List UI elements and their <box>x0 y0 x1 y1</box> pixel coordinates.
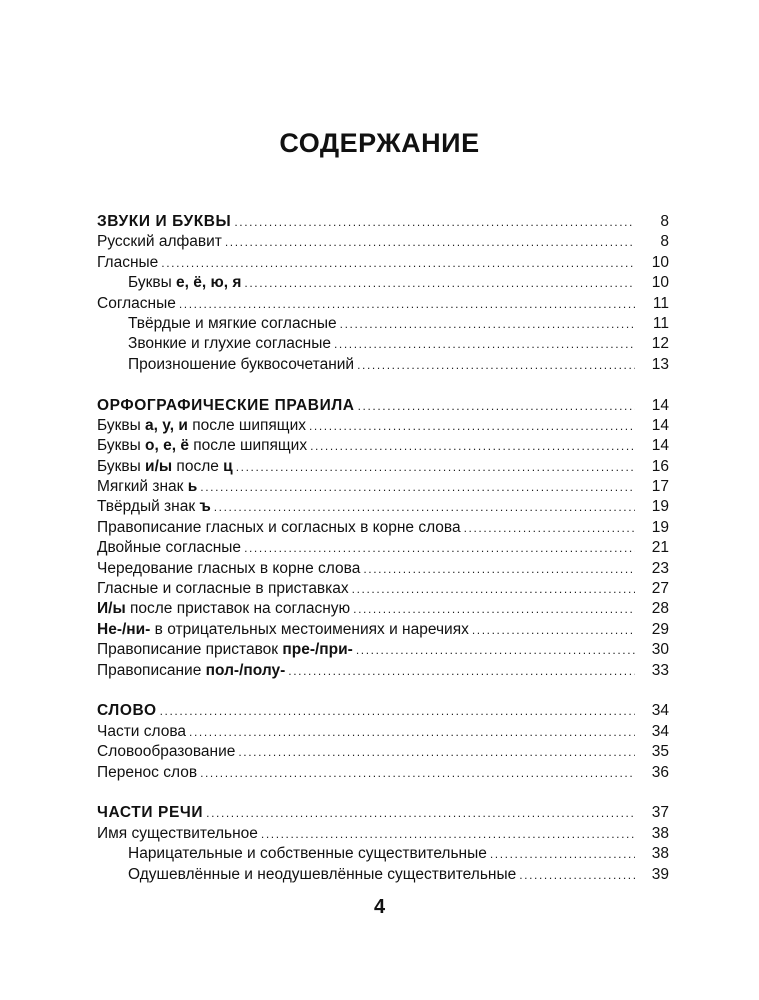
toc-entry-label <box>97 824 258 844</box>
toc-entry-page: 16 <box>651 457 669 475</box>
toc-entry-label-text: Согласные <box>97 294 176 312</box>
toc-entry-label-text: Буквы <box>97 416 146 434</box>
toc-entry-label-text: Правописание <box>97 661 206 679</box>
toc-entry <box>97 661 669 681</box>
toc-entry-label <box>128 314 337 334</box>
toc-dot-leader <box>197 763 635 783</box>
toc-entry-label-text: Русский алфавит <box>97 233 222 251</box>
toc-entry-label-text: Гласные <box>97 253 159 271</box>
toc-dot-leader <box>469 620 635 640</box>
toc-entry <box>97 865 669 885</box>
toc-entry-label <box>128 273 241 293</box>
toc-entry <box>97 599 669 619</box>
toc-entry-label-text: Имя существительное <box>97 824 258 842</box>
toc-entry-label-bold: Не-/ни- <box>97 620 151 638</box>
toc-entry <box>97 294 669 314</box>
toc-dot-leader <box>285 661 635 681</box>
toc-entry-label-text: после приставок на согласную <box>125 600 351 618</box>
toc-dot-leader <box>158 253 635 273</box>
toc-entry-label <box>97 559 360 579</box>
toc-entry-label <box>97 518 461 538</box>
toc-entry-label-bold: ц <box>223 457 233 475</box>
toc-entry-label-text: Буквы <box>97 437 146 455</box>
toc-entry-label-text: Одушевлённые и неодушевлённые существительные <box>128 865 517 883</box>
toc-entry <box>97 273 669 293</box>
toc-dot-leader <box>233 457 635 477</box>
toc-entry <box>97 763 669 783</box>
toc-entry-label <box>97 599 350 619</box>
toc-dot-leader <box>487 844 635 864</box>
toc-entry-label-text: Нарицательные и собственные существительные <box>128 845 487 863</box>
toc-entry-label-text: Буквы <box>97 457 146 475</box>
toc-entry-label-text: Правописание приставок <box>97 641 283 659</box>
toc-entry-label-text: после шипящих <box>188 437 308 455</box>
toc-entry-label-bold: пол-/полу- <box>205 661 286 679</box>
toc-dot-leader <box>231 212 635 232</box>
toc-entry-page: 29 <box>651 620 669 638</box>
toc-entry-page: 8 <box>660 213 669 230</box>
toc-entry-page: 36 <box>651 763 669 781</box>
toc-entry-page: 34 <box>651 702 669 720</box>
toc-entry-label <box>97 763 197 783</box>
toc-entry-label <box>128 355 354 375</box>
toc-entry <box>97 620 669 640</box>
toc-entry-page: 14 <box>651 416 669 434</box>
toc-entry-page: 38 <box>651 824 669 842</box>
toc-entry-label <box>97 803 203 823</box>
toc-section-heading <box>97 396 669 416</box>
toc-entry-label-text: Словообразование <box>97 743 236 761</box>
toc-entry-label <box>97 212 231 232</box>
toc-entry-label-text: Части слова <box>97 722 187 740</box>
toc-entry-label <box>97 701 157 721</box>
toc-entry-label-text: Произношение буквосочетаний <box>128 355 355 373</box>
toc-dot-leader <box>222 232 635 252</box>
toc-entry-label-bold: а, у, и <box>145 416 188 434</box>
toc-dot-leader <box>307 436 635 456</box>
toc-entry-label <box>97 232 222 252</box>
toc-entry <box>97 436 669 456</box>
toc-entry-page: 33 <box>651 661 669 679</box>
toc-entry-label <box>97 457 233 477</box>
toc-entry-label <box>97 722 186 742</box>
toc-entry-page: 17 <box>651 478 669 496</box>
toc-entry <box>97 497 669 517</box>
toc-entry-page: 10 <box>651 274 669 292</box>
toc-entry-label-text: Двойные согласные <box>97 539 242 557</box>
toc-entry-label-text: ЧАСТИ РЕЧИ <box>97 804 204 822</box>
toc-dot-leader <box>241 273 635 293</box>
toc-entry-page: 13 <box>651 355 669 373</box>
toc-entry-label <box>97 640 353 660</box>
toc-section-heading <box>97 701 669 721</box>
toc-entry-page: 19 <box>651 518 669 536</box>
toc-entry <box>97 640 669 660</box>
toc-entry-label-bold: И/ы <box>97 600 126 618</box>
toc-entry-label-bold: и/ы <box>145 457 173 475</box>
toc-dot-leader <box>203 803 635 823</box>
toc-entry-label <box>97 497 211 517</box>
toc-entry <box>97 253 669 273</box>
toc-dot-leader <box>241 538 635 558</box>
toc-dot-leader <box>353 640 635 660</box>
toc-entry-label-text: Буквы <box>128 274 177 292</box>
toc-entry <box>97 518 669 538</box>
toc-entry-page: 39 <box>651 865 669 883</box>
toc-entry <box>97 355 669 375</box>
toc-entry-label-text: ЗВУКИ И БУКВЫ <box>97 213 232 230</box>
toc-entry-label <box>128 334 331 354</box>
toc-entry-label <box>97 294 176 314</box>
toc-entry-label-text: Звонкие и глухие согласные <box>128 335 331 353</box>
toc-entry <box>97 579 669 599</box>
toc-entry-label-text: Перенос слов <box>97 763 198 781</box>
toc-dot-leader <box>461 518 635 538</box>
toc-entry-label-text: Правописание гласных и согласных в корне слова <box>97 518 461 536</box>
toc-dot-leader <box>157 701 635 721</box>
toc-dot-leader <box>350 599 635 619</box>
toc-entry-label-text: СЛОВО <box>97 702 157 720</box>
toc-entry-page: 37 <box>651 804 669 822</box>
toc-entry-label-text: после <box>172 457 224 475</box>
toc-entry-label-text: Твёрдый знак <box>97 498 200 516</box>
toc-entry-label <box>97 396 355 416</box>
toc-dot-leader <box>337 314 635 334</box>
toc-entry-label-bold: о, е, ё <box>145 437 189 455</box>
toc-dot-leader <box>186 722 635 742</box>
table-of-contents <box>97 212 669 885</box>
toc-entry <box>97 477 669 497</box>
toc-dot-leader <box>258 824 635 844</box>
toc-entry <box>97 824 669 844</box>
toc-entry-page: 21 <box>651 539 669 557</box>
toc-entry-label-text: в отрицательных местоимениях и наречиях <box>150 620 469 638</box>
toc-entry-page: 19 <box>651 498 669 516</box>
toc-entry <box>97 538 669 558</box>
toc-entry <box>97 742 669 762</box>
toc-dot-leader <box>197 477 635 497</box>
toc-dot-leader <box>176 294 635 314</box>
toc-dot-leader <box>331 334 635 354</box>
toc-entry <box>97 314 669 334</box>
toc-entry-label-bold: пре-/при- <box>282 641 353 659</box>
toc-entry <box>97 844 669 864</box>
toc-entry-label-text: Твёрдые и мягкие согласные <box>128 314 337 332</box>
toc-entry-label <box>97 416 306 436</box>
toc-dot-leader <box>355 396 635 416</box>
toc-entry-page: 11 <box>652 294 669 312</box>
toc-entry-page: 30 <box>651 641 669 659</box>
toc-entry-label <box>97 742 235 762</box>
toc-entry-label-bold: ъ <box>199 498 211 516</box>
toc-entry <box>97 334 669 354</box>
toc-entry-label-text: Мягкий знак <box>97 478 188 496</box>
toc-entry-label-text: после шипящих <box>187 416 306 434</box>
toc-entry-label <box>97 436 307 456</box>
toc-entry-page: 14 <box>651 396 669 414</box>
toc-entry-page: 34 <box>651 722 669 740</box>
toc-section-heading <box>97 803 669 823</box>
toc-entry-label <box>97 620 469 640</box>
toc-entry-label <box>97 579 349 599</box>
toc-dot-leader <box>235 742 635 762</box>
toc-entry-page: 28 <box>651 600 669 618</box>
toc-entry-label <box>128 865 516 885</box>
toc-entry-label <box>128 844 487 864</box>
toc-entry-page: 23 <box>651 559 669 577</box>
toc-section-heading <box>97 212 669 232</box>
page-title: СОДЕРЖАНИЕ <box>279 128 480 158</box>
toc-entry-page: 27 <box>651 580 669 598</box>
toc-entry-page: 10 <box>651 253 669 271</box>
toc-entry-label-text: Чередование гласных в корне слова <box>97 559 361 577</box>
toc-entry-label <box>97 477 197 497</box>
toc-entry-label-bold: е, ё, ю, я <box>176 274 242 292</box>
toc-entry-page: 14 <box>651 437 669 455</box>
toc-entry-label <box>97 538 241 558</box>
toc-entry-page: 35 <box>651 743 669 761</box>
toc-entry-label <box>97 253 158 273</box>
toc-entry-page: 12 <box>651 335 669 353</box>
toc-entry-page: 8 <box>660 233 669 251</box>
toc-entry-label-bold: ь <box>187 478 198 496</box>
toc-entry-label <box>97 661 285 681</box>
toc-entry <box>97 232 669 252</box>
toc-entry <box>97 416 669 436</box>
toc-dot-leader <box>349 579 635 599</box>
toc-entry <box>97 722 669 742</box>
toc-dot-leader <box>516 865 635 885</box>
toc-entry <box>97 457 669 477</box>
toc-dot-leader <box>211 497 635 517</box>
toc-dot-leader <box>354 355 635 375</box>
toc-dot-leader <box>306 416 635 436</box>
toc-entry <box>97 559 669 579</box>
toc-dot-leader <box>360 559 635 579</box>
page-number: 4 <box>373 896 386 918</box>
toc-entry-page: 11 <box>652 314 669 332</box>
toc-entry-label-text: ОРФОГРАФИЧЕСКИЕ ПРАВИЛА <box>97 396 355 414</box>
toc-entry-page: 38 <box>651 845 669 863</box>
toc-entry-label-text: Гласные и согласные в приставках <box>97 580 349 598</box>
